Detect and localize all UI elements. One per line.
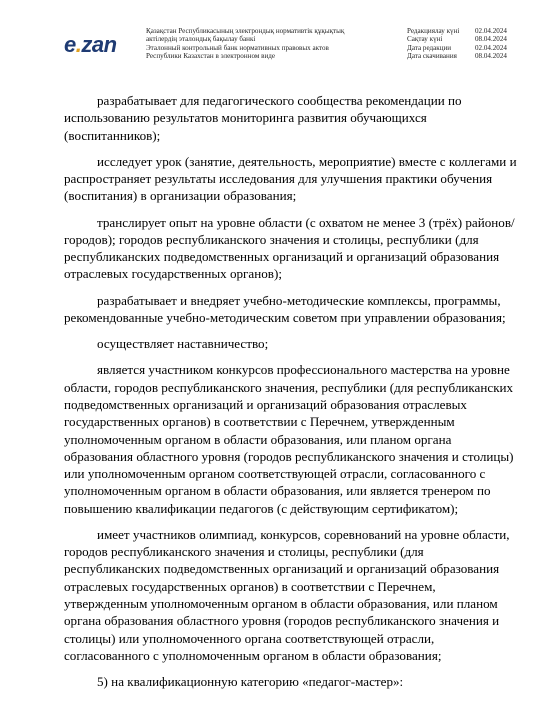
meta-value: 02.04.2024: [475, 43, 507, 52]
document-header: [0, 0, 557, 72]
meta-label: Дата редакции: [407, 43, 452, 52]
paragraph-lesson-study: исследует урок (занятие, деятельность, мероприятие) вместе с коллегами и распространяет результаты исследования для улучшения практики обучения (воспитания) в организации образования;: [64, 153, 517, 204]
meta-label: Сақтау күні: [407, 35, 443, 44]
meta-value: 08.04.2024: [475, 35, 507, 44]
paragraph-experience-sharing: транслирует опыт на уровне области (с охватом не менее 3 (трёх) районов/ городов); городов республиканского значения и столицы, республики (для республиканских подведомственных организаций и организаций образования отраслевых государственных органов);: [64, 214, 515, 282]
source-line: актілердің эталондық бақылау банкі: [146, 35, 256, 44]
meta-row-save-date-kz: [407, 35, 517, 43]
logo-text-e: e: [64, 32, 76, 57]
paragraph-master-category: 5) на квалификационную категорию «педагог-мастер»:: [97, 674, 404, 690]
source-line: Қазақстан Республикасының электрондық нормативтік құқықтық: [146, 27, 345, 35]
document-body: [64, 92, 520, 699]
paragraph-methodology: разрабатывает и внедряет учебно-методические комплексы, программы, рекомендованные учебно-методическим советом при управлении образования;: [64, 292, 506, 325]
logo-dot: .: [75, 32, 82, 57]
document-dates: [407, 27, 517, 60]
paragraph-competitions: является участником конкурсов профессионального мастерства на уровне области, городов республиканского значения, республики (для республиканских подведомственных организаций и организаций образования отраслевых государственных органов) в соответствии с Перечнем, утвержденным уполномоченным органом в области образования, или планом органа образования областного уровня (городов республиканского значения и столицы) или уполномоченным органом соответствующей отрасли, согласованного с уполномоченным органом в области образования, или является тренером по повышению квалификации педагогов (с действующим сертификатом);: [64, 362, 514, 516]
paragraph-olympiads: имеет участников олимпиад, конкурсов, соревнований на уровне области, городов республиканского значения и столицы, республики (для республиканских подведомственных организаций и организаций образования отраслевых государственных органов) в соответствии с Перечнем, утвержденным уполномоченным органом в области образования, или планом органа образования областного уровня (городов республиканского значения и столицы) или уполномоченного органа соответствующей отрасли, согласованного с уполномоченным органом в области образования;: [64, 526, 510, 663]
logo-text-zan: zan: [81, 32, 117, 57]
meta-row-download-date: [407, 52, 517, 60]
meta-value: 08.04.2024: [475, 51, 507, 60]
meta-label: Редакциялау күні: [407, 27, 460, 35]
meta-row-edit-date-kz: [407, 27, 517, 35]
source-line: Эталонный контрольный банк нормативных правовых актов: [146, 43, 329, 52]
ezan-logo[interactable]: [64, 34, 117, 56]
source-line: Республики Казахстан в электронном виде: [146, 51, 276, 60]
paragraph-mentoring: осуществляет наставничество;: [97, 336, 269, 352]
meta-label: Дата скачивания: [407, 51, 457, 60]
meta-value: 02.04.2024: [475, 27, 507, 35]
source-description: [146, 27, 391, 60]
meta-row-edit-date: [407, 44, 517, 52]
paragraph-recommendations: разрабатывает для педагогического сообщества рекомендации по использованию результатов мониторинга развития обучающихся (воспитанников);: [64, 93, 462, 143]
